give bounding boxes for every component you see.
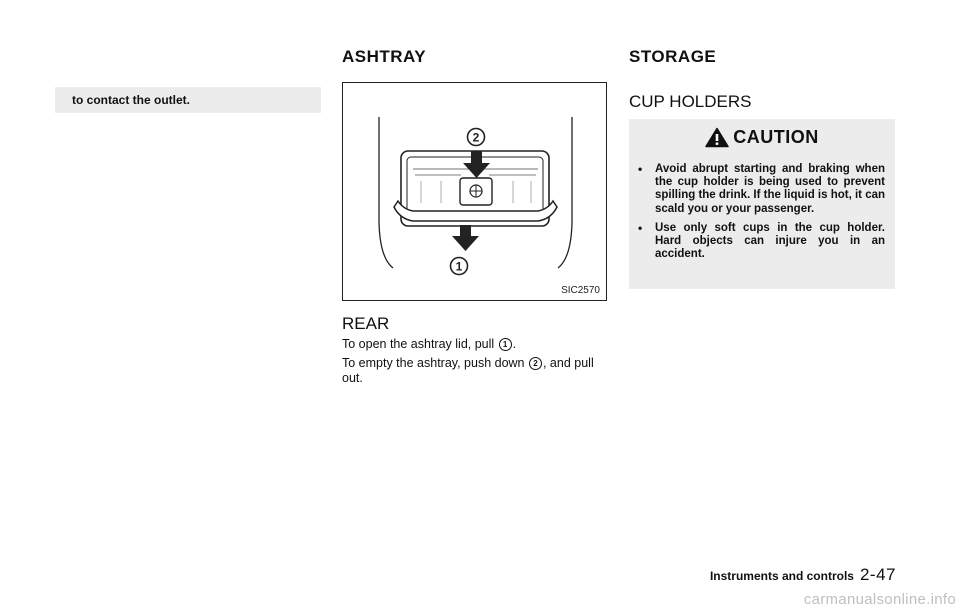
paragraph-empty-ashtray xyxy=(342,356,610,386)
caution-item: • Avoid abrupt starting and braking when the cup holder is being used to prevent spilling the drink. If the liquid is hot, it can scald you or your passenger. xyxy=(629,163,895,216)
paragraph-open-lid-text: To open the ashtray lid, pull xyxy=(342,337,498,351)
callout-2-label: 2 xyxy=(472,130,480,145)
callout-1-inline-icon: 1 xyxy=(499,338,512,351)
paragraph-open-lid xyxy=(342,337,610,352)
warning-triangle-icon xyxy=(705,127,729,148)
callout-1-label: 1 xyxy=(455,259,463,274)
caution-box xyxy=(629,119,895,289)
caution-list xyxy=(629,163,895,267)
warning-text: to contact the outlet. xyxy=(72,93,190,107)
paragraph-open-lid-end: . xyxy=(512,337,517,351)
subheading-rear: REAR xyxy=(342,314,390,333)
callout-2-inline-icon: 2 xyxy=(529,357,542,370)
page-number: 2-47 xyxy=(859,565,896,584)
caution-item: • Use only soft cups in the cup holder. Hard objects can injure you in an accident. xyxy=(629,222,895,262)
paragraph-empty-end: , and pull out. xyxy=(342,356,594,385)
section-heading-storage: STORAGE xyxy=(629,47,717,66)
caution-header xyxy=(629,119,895,156)
ashtray-figure xyxy=(342,82,607,301)
warning-box-continuation xyxy=(55,87,321,113)
paragraph-empty-text: To empty the ashtray, push down xyxy=(342,356,528,370)
ashtray-illustration xyxy=(343,83,608,302)
subheading-cup-holders: CUP HOLDERS xyxy=(629,92,752,111)
page-footer xyxy=(700,565,896,585)
caution-title: CAUTION xyxy=(733,127,819,147)
figure-code: SIC2570 xyxy=(561,285,600,296)
watermark: carmanualsonline.info xyxy=(803,591,956,608)
footer-section-title: Instruments and controls xyxy=(709,569,854,583)
section-heading-ashtray: ASHTRAY xyxy=(342,47,427,66)
